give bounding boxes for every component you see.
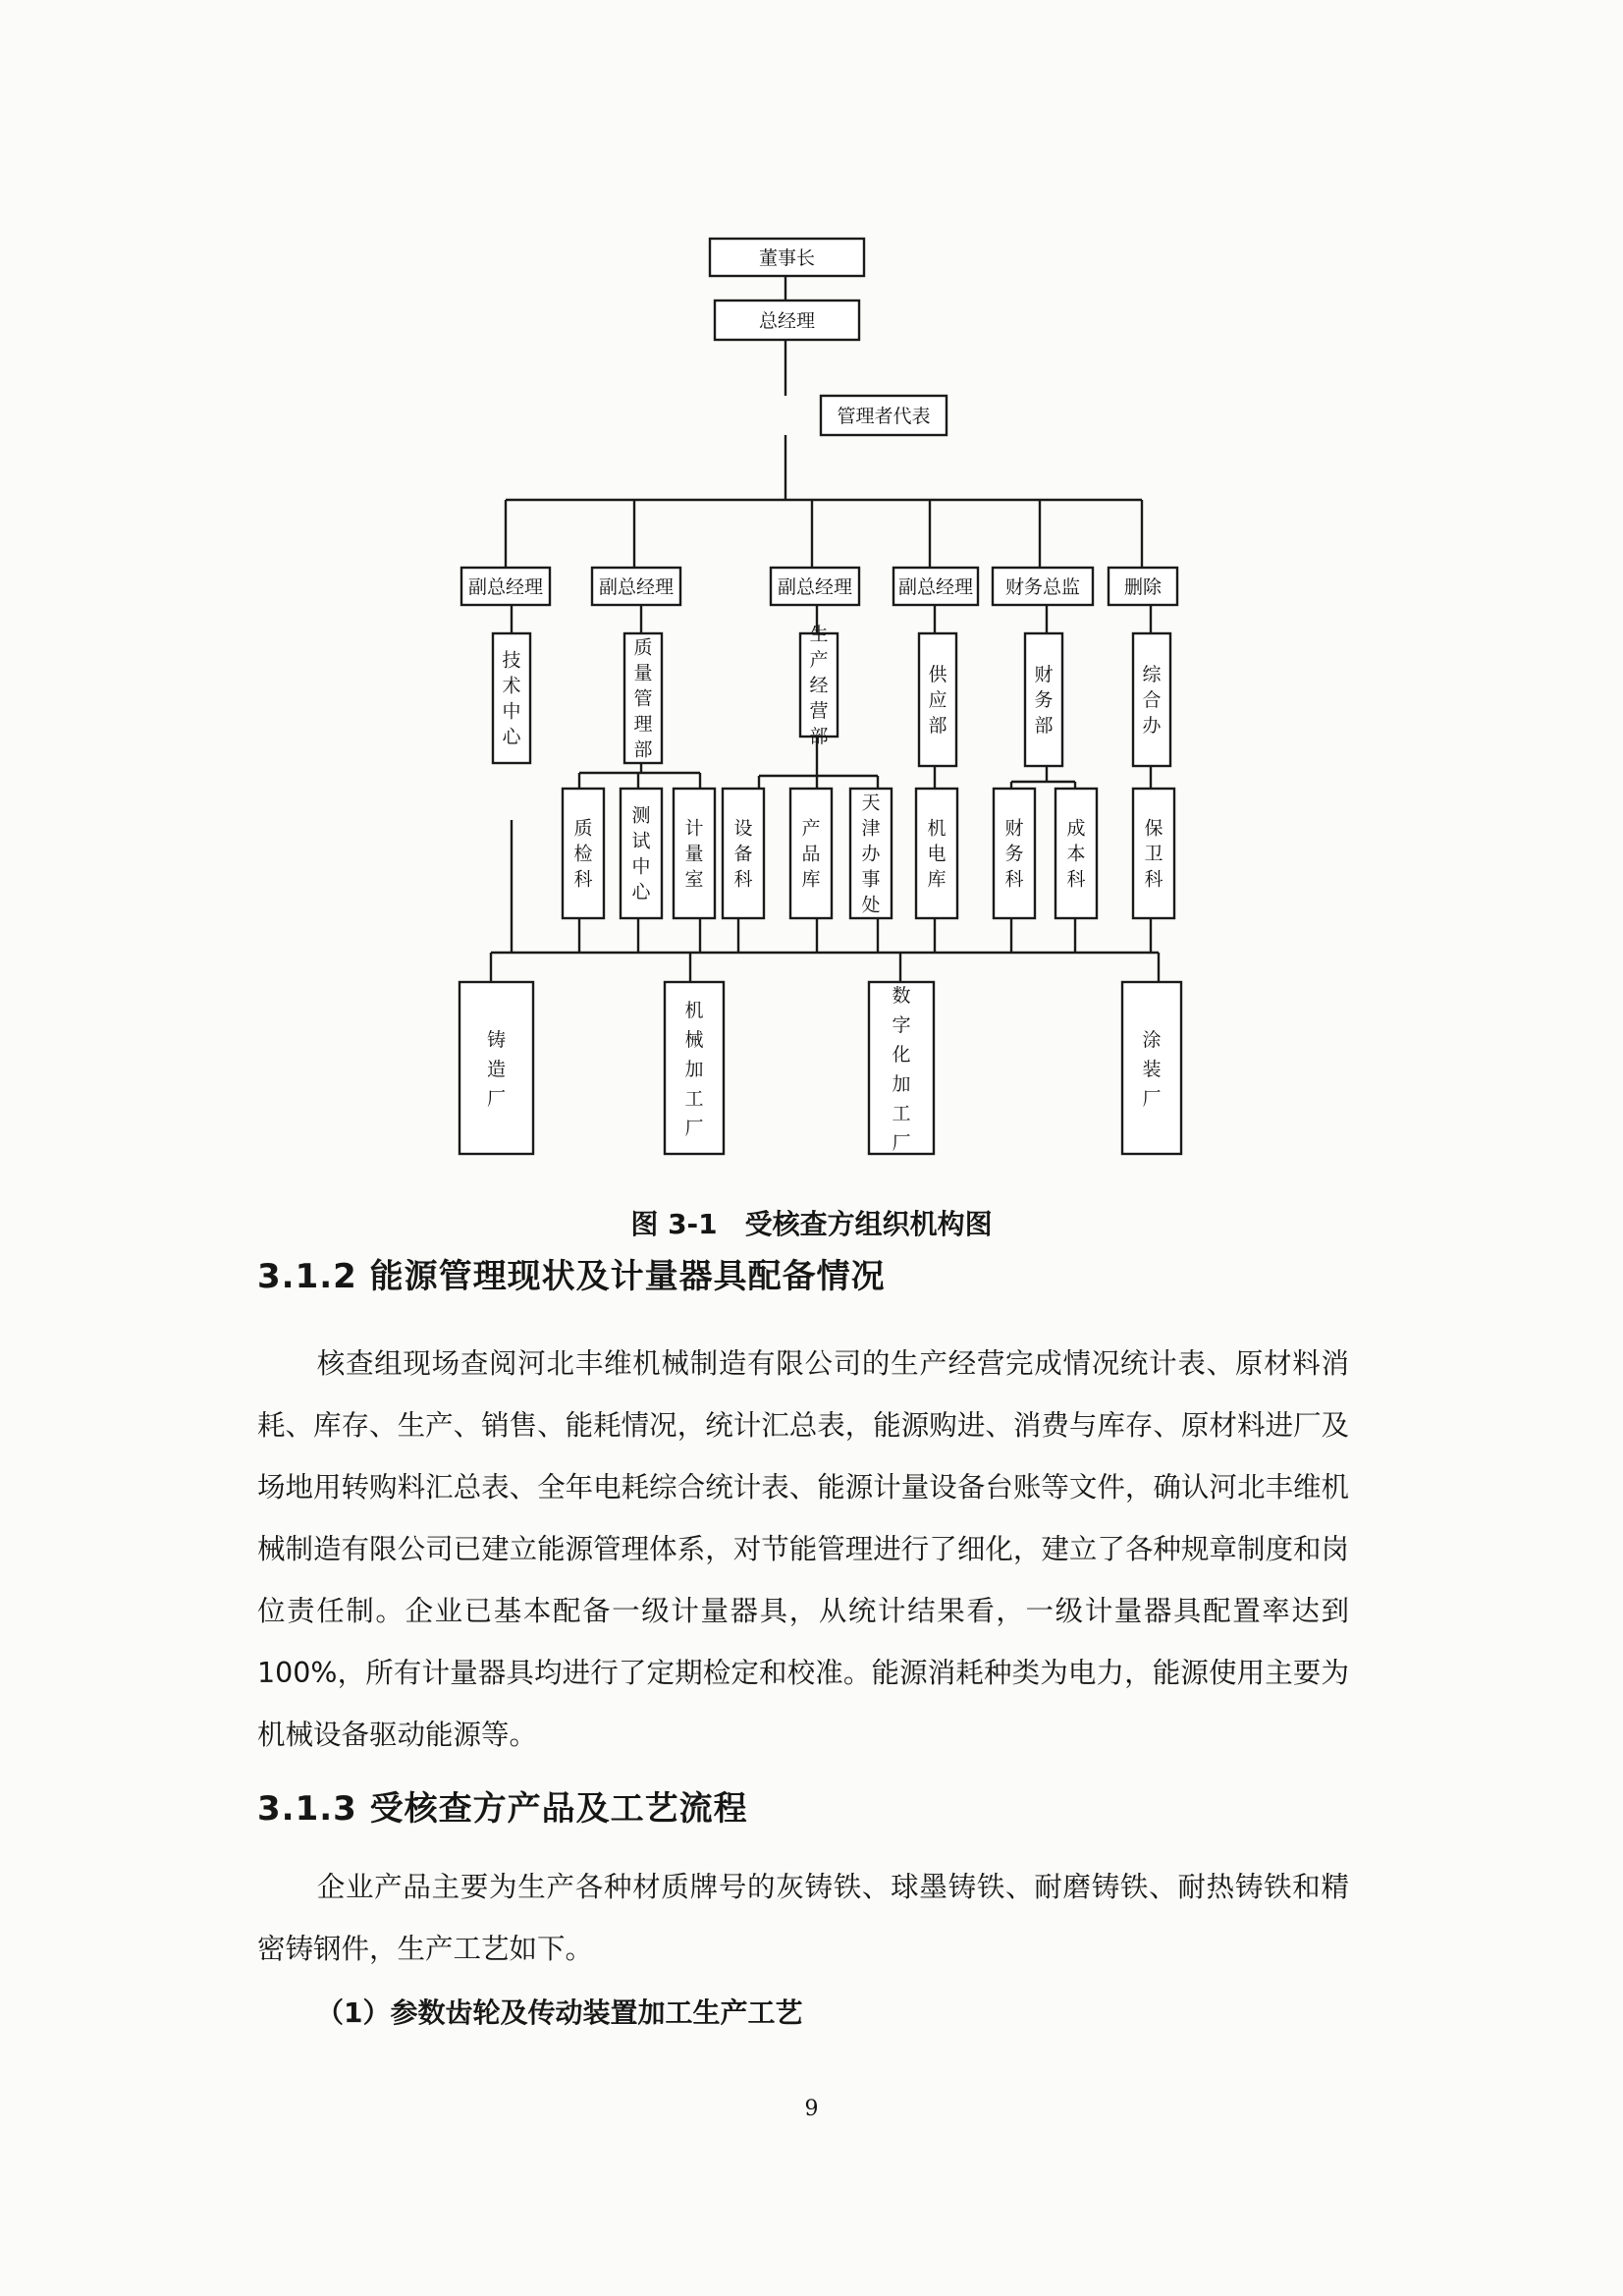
org-node-l4-1 bbox=[621, 789, 662, 918]
svg-text:厂: 厂 bbox=[486, 1088, 507, 1110]
svg-text:事: 事 bbox=[861, 868, 881, 891]
org-node-l5-3 bbox=[1122, 982, 1181, 1154]
svg-text:部: 部 bbox=[809, 726, 829, 747]
svg-text:理: 理 bbox=[633, 713, 653, 736]
org-node-l4-8 bbox=[1055, 789, 1097, 918]
svg-text:测: 测 bbox=[631, 804, 651, 827]
svg-text:科: 科 bbox=[1144, 868, 1163, 891]
svg-text:厂: 厂 bbox=[1142, 1088, 1162, 1110]
section-3-1-3-title: 3.1.3 受核查方产品及工艺流程 bbox=[257, 1789, 748, 1829]
svg-text:备: 备 bbox=[733, 843, 753, 865]
svg-text:量: 量 bbox=[633, 662, 653, 684]
svg-text:机: 机 bbox=[684, 1000, 704, 1021]
svg-text:天: 天 bbox=[861, 792, 881, 814]
svg-text:库: 库 bbox=[927, 868, 947, 891]
svg-text:办: 办 bbox=[861, 843, 881, 865]
org-level-5 bbox=[460, 982, 1181, 1154]
svg-text:本: 本 bbox=[1066, 843, 1086, 865]
svg-text:工: 工 bbox=[892, 1103, 911, 1124]
svg-text:械: 械 bbox=[684, 1029, 704, 1051]
svg-text:数: 数 bbox=[892, 985, 911, 1007]
org-node-l4-0 bbox=[563, 789, 604, 918]
svg-text:务: 务 bbox=[1034, 689, 1054, 711]
svg-text:品: 品 bbox=[801, 843, 821, 865]
svg-text:卫: 卫 bbox=[1144, 843, 1163, 865]
org-node-l2-2 bbox=[771, 568, 859, 605]
svg-text:管理者代表: 管理者代表 bbox=[837, 406, 931, 427]
svg-text:检: 检 bbox=[573, 843, 593, 865]
svg-text:产: 产 bbox=[809, 649, 829, 671]
svg-text:量: 量 bbox=[684, 843, 704, 865]
org-node-l4-6 bbox=[916, 789, 957, 918]
figure-caption: 图 3-1 受核查方组织机构图 bbox=[630, 1208, 993, 1240]
org-node-l2-4 bbox=[993, 568, 1093, 605]
svg-text:质: 质 bbox=[573, 817, 593, 840]
svg-text:应: 应 bbox=[928, 689, 947, 711]
svg-text:供: 供 bbox=[928, 664, 947, 685]
svg-text:质: 质 bbox=[633, 636, 653, 659]
svg-text:造: 造 bbox=[486, 1059, 507, 1080]
svg-text:加: 加 bbox=[892, 1073, 911, 1095]
svg-text:副总经理: 副总经理 bbox=[897, 576, 974, 598]
svg-text:技: 技 bbox=[502, 649, 521, 672]
svg-text:副总经理: 副总经理 bbox=[777, 576, 853, 598]
svg-text:中: 中 bbox=[631, 855, 651, 878]
org-node-l3-2 bbox=[800, 624, 838, 747]
svg-text:电: 电 bbox=[927, 843, 947, 865]
org-node-l3-5 bbox=[1133, 633, 1170, 766]
subheading-gear-process: （1）参数齿轮及传动装置加工生产工艺 bbox=[316, 1996, 803, 2029]
svg-text:室: 室 bbox=[684, 868, 704, 891]
svg-text:科: 科 bbox=[1004, 868, 1024, 891]
org-level-2 bbox=[461, 568, 1177, 605]
svg-text:成: 成 bbox=[1066, 817, 1086, 840]
svg-text:工: 工 bbox=[684, 1088, 704, 1110]
svg-text:厂: 厂 bbox=[684, 1118, 704, 1139]
org-node-l3-0 bbox=[493, 633, 530, 763]
svg-text:经: 经 bbox=[809, 675, 829, 696]
svg-text:删除: 删除 bbox=[1123, 576, 1163, 598]
svg-text:设: 设 bbox=[733, 817, 753, 840]
svg-text:试: 试 bbox=[631, 830, 651, 852]
svg-text:科: 科 bbox=[1066, 868, 1086, 891]
svg-text:津: 津 bbox=[861, 817, 881, 840]
svg-text:处: 处 bbox=[861, 894, 881, 916]
svg-text:部: 部 bbox=[1034, 715, 1054, 737]
svg-text:涂: 涂 bbox=[1142, 1029, 1162, 1051]
svg-text:化: 化 bbox=[892, 1044, 911, 1066]
svg-text:财: 财 bbox=[1004, 817, 1024, 840]
org-node-l2-0 bbox=[461, 568, 550, 605]
org-node-management-representative bbox=[821, 396, 947, 435]
svg-text:装: 装 bbox=[1142, 1059, 1162, 1080]
svg-text:总经理: 总经理 bbox=[758, 310, 816, 332]
svg-text:保: 保 bbox=[1144, 817, 1163, 840]
org-node-l2-5 bbox=[1109, 568, 1177, 605]
svg-text:管: 管 bbox=[633, 687, 653, 710]
svg-text:财: 财 bbox=[1034, 664, 1054, 685]
svg-text:生: 生 bbox=[809, 624, 829, 645]
svg-text:科: 科 bbox=[573, 868, 593, 891]
svg-text:库: 库 bbox=[801, 868, 821, 891]
page-number: 9 bbox=[804, 2097, 819, 2121]
org-node-l4-9 bbox=[1133, 789, 1174, 918]
org-node-l3-1 bbox=[624, 633, 662, 763]
section-3-1-2-title: 3.1.2 能源管理现状及计量器具配备情况 bbox=[257, 1257, 886, 1296]
svg-text:综: 综 bbox=[1142, 664, 1162, 685]
svg-text:务: 务 bbox=[1004, 843, 1024, 865]
section-3-1-3-body: 企业产品主要为生产各种材质牌号的灰铸铁、球墨铸铁、耐磨铸铁、耐热铸铁和精密铸钢件，生产工艺如下。 bbox=[257, 1871, 1349, 1965]
svg-text:副总经理: 副总经理 bbox=[467, 576, 544, 598]
svg-text:合: 合 bbox=[1142, 689, 1162, 711]
org-node-l4-4 bbox=[790, 789, 832, 918]
org-node-l5-0 bbox=[460, 982, 533, 1154]
svg-text:心: 心 bbox=[502, 726, 521, 748]
org-node-l2-3 bbox=[893, 568, 978, 605]
org-node-l3-3 bbox=[919, 633, 956, 766]
org-level-4 bbox=[563, 789, 1174, 918]
svg-text:机: 机 bbox=[927, 817, 947, 840]
svg-text:字: 字 bbox=[892, 1014, 911, 1036]
svg-text:办: 办 bbox=[1142, 715, 1162, 737]
svg-text:铸: 铸 bbox=[486, 1029, 507, 1051]
org-node-l3-4 bbox=[1025, 633, 1062, 766]
svg-text:营: 营 bbox=[809, 700, 829, 722]
svg-text:科: 科 bbox=[733, 868, 753, 891]
svg-text:计: 计 bbox=[684, 817, 704, 840]
svg-text:部: 部 bbox=[633, 738, 653, 761]
org-node-l5-2 bbox=[869, 982, 934, 1154]
svg-text:财务总监: 财务总监 bbox=[1004, 576, 1081, 598]
svg-text:产: 产 bbox=[801, 817, 821, 840]
svg-text:副总经理: 副总经理 bbox=[598, 576, 675, 598]
org-node-l4-5 bbox=[850, 789, 892, 918]
org-node-l5-1 bbox=[665, 982, 724, 1154]
svg-text:部: 部 bbox=[928, 715, 947, 737]
org-level-3 bbox=[493, 624, 1170, 766]
org-node-l4-2 bbox=[674, 789, 715, 918]
section-3-1-2-body: 核查组现场查阅河北丰维机械制造有限公司的生产经营完成情况统计表、原材料消耗、库存、生产、销售、能耗情况，统计汇总表，能源购进、消费与库存、原材料进厂及场地用转购料汇总表、全年电耗综合统计表、能源计量设备台账等文件，确认河北丰维机械制造有限公司已建立能源管理体系，对节能管理进行了细化，建立了各种规章制度和岗位责任制。企业已基本配备一级计量器具，从统计结果看，一级计量器具配置率达到 100%，所有计量器具均进行了定期检定和校准。能源消耗种类为电力，能源使用主要为机械设备驱动能源等。 bbox=[257, 1347, 1349, 1751]
org-node-chairman bbox=[710, 239, 864, 276]
org-node-l2-1 bbox=[592, 568, 680, 605]
svg-text:加: 加 bbox=[684, 1059, 704, 1080]
svg-text:心: 心 bbox=[631, 881, 651, 903]
org-node-l4-3 bbox=[723, 789, 764, 918]
org-node-general-manager bbox=[715, 301, 859, 340]
svg-text:中: 中 bbox=[502, 700, 521, 723]
svg-text:厂: 厂 bbox=[892, 1132, 911, 1154]
org-node-l4-7 bbox=[994, 789, 1035, 918]
svg-text:术: 术 bbox=[502, 675, 521, 697]
svg-text:董事长: 董事长 bbox=[758, 247, 816, 269]
